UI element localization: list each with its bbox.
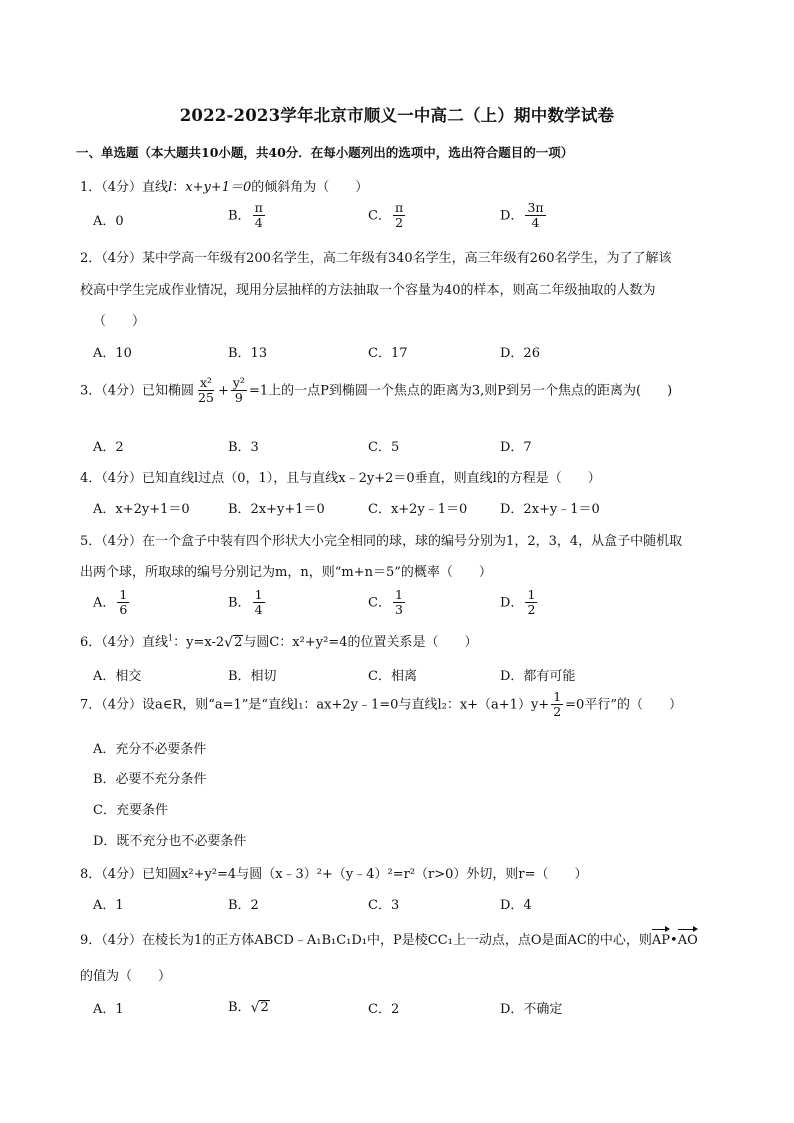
vector-ap: AP (652, 927, 670, 948)
question-7: 7．（4分）设a∈R，则“a=1”是“直线l₁：ax+2y﹣1=0与直线l₂：x+（a+1）y+ $\frac{1}{2}$ =0平行”的（ ） (80, 689, 682, 720)
fraction: $\frac{\pi}{2}$ (394, 200, 404, 231)
question-1: 1．（4分）直线l：x+y+1＝0的倾斜角为（ ） (80, 180, 369, 195)
q7-option-b[interactable]: B．必要不充分条件 (93, 772, 207, 787)
q6-option-c[interactable]: C．相离 (368, 669, 417, 684)
q6-option-b[interactable]: B．相切 (228, 669, 277, 684)
q7-option-d[interactable]: D．既不充分也不必要条件 (93, 834, 247, 849)
q4-option-c[interactable]: C．x+2y﹣1＝0 (368, 502, 468, 517)
q2-option-c[interactable]: C．17 (368, 346, 408, 361)
question-4: 4．（4分）已知直线l过点（0，1），且与直线x﹣2y+2＝0垂直，则直线l的方程是（ ） (80, 471, 601, 486)
q9-option-a[interactable]: A．1 (93, 1002, 124, 1017)
fraction: $\frac{1}{4}$ (254, 587, 263, 618)
question-8: 8．（4分）已知圆x²+y²=4与圆（x﹣3）²+（y﹣4）²=r²（r>0）外切，则r=（ ） (80, 867, 588, 882)
fraction: $\frac{\pi}{4}$ (254, 200, 263, 231)
question-9-line-1: 9．（4分）在棱长为1的正方体ABCD﹣A₁B₁C₁D₁中，P是棱CC₁上一动点，点O是面AC的中心，则AP•AO (80, 927, 698, 948)
q1-option-b[interactable]: B． $\frac{\pi}{4}$ (228, 200, 263, 231)
q9-option-d[interactable]: D．不确定 (500, 1002, 563, 1017)
q8-option-d[interactable]: D．4 (500, 898, 532, 913)
question-3: 3．（4分）已知椭圆 $\frac{\text{x²}}{25}$ + $\frac{\text{y²}}{9}$ =1上的一点P到椭圆一个焦点的距离为3,则P到另一个焦点的距离为( ) (80, 375, 673, 406)
fraction: $\frac{1}{6}$ (119, 587, 128, 618)
question-2-line-1: 2．（4分）某中学高一年级有200名学生，高二年级有340名学生，高三年级有260名学生，为了了解该 (80, 251, 672, 266)
question-6: 6．（4分）直线$^1$：y=x-2 √ 2 与圆C：x²+y²=4的位置关系是（ ） (80, 633, 478, 651)
q5-option-d[interactable]: D． $\frac{1}{2}$ (500, 587, 536, 618)
q7-option-a[interactable]: A．充分不必要条件 (93, 742, 207, 757)
q2-option-a[interactable]: A．10 (93, 346, 132, 361)
question-2-line-3: （ ） (93, 314, 146, 329)
q8-option-b[interactable]: B．2 (228, 898, 259, 913)
q4-option-d[interactable]: D．2x+y﹣1＝0 (500, 502, 600, 517)
q2-option-b[interactable]: B．13 (228, 346, 268, 361)
question-5-line-2: 出两个球，所取球的编号分别记为m，n，则“m+n＝5”的概率（ ） (80, 565, 492, 580)
fraction: $\frac{1}{2}$ (553, 689, 562, 720)
question-5-line-1: 5．（4分）在一个盒子中装有四个形状大小完全相同的球，球的编号分别为1，2，3，4，从盒子中随机取 (80, 534, 683, 549)
q5-option-c[interactable]: C． $\frac{1}{3}$ (368, 587, 403, 618)
square-root: √ 2 (224, 634, 243, 651)
q1-option-d[interactable]: D． $\frac{3\pi}{4}$ (500, 200, 544, 231)
q1-option-c[interactable]: C． $\frac{\pi}{2}$ (368, 200, 404, 231)
fraction: $\frac{3\pi}{4}$ (527, 200, 544, 231)
q4-option-b[interactable]: B．2x+y+1＝0 (228, 502, 325, 517)
q4-option-a[interactable]: A．x+2y+1＝0 (93, 502, 190, 517)
q5-option-b[interactable]: B． $\frac{1}{4}$ (228, 587, 263, 618)
q2-option-d[interactable]: D．26 (500, 346, 540, 361)
q9-option-c[interactable]: C．2 (368, 1002, 400, 1017)
q6-option-d[interactable]: D．都有可能 (500, 669, 576, 684)
q6-option-a[interactable]: A．相交 (93, 669, 142, 684)
vector-ao: AO (678, 927, 698, 948)
fraction: $\frac{\text{x²}}{25}$ (198, 375, 214, 406)
question-2-line-2: 校高中学生完成作业情况，现用分层抽样的方法抽取一个容量为40的样本，则高二年级抽取的人数为 (80, 283, 656, 298)
q3-option-a[interactable]: A．2 (93, 440, 124, 455)
q1-option-a[interactable]: A．0 (93, 214, 124, 229)
question-9-line-2: 的值为（ ） (80, 969, 172, 984)
section-heading: 一、单选题（本大题共10小题，共40分．在每小题列出的选项中，选出符合题目的一项） (76, 145, 574, 160)
q5-option-a[interactable]: A． $\frac{1}{6}$ (93, 587, 128, 618)
q9-option-b[interactable]: B． √ 2 (228, 999, 269, 1016)
fraction: $\frac{1}{2}$ (527, 587, 536, 618)
q3-option-b[interactable]: B．3 (228, 440, 259, 455)
fraction: $\frac{1}{3}$ (394, 587, 403, 618)
q8-option-a[interactable]: A．1 (93, 898, 124, 913)
q7-option-c[interactable]: C．充要条件 (93, 803, 168, 818)
fraction: $\frac{\text{y²}}{9}$ (232, 375, 245, 406)
q8-option-c[interactable]: C．3 (368, 898, 400, 913)
square-root: √ 2 (250, 999, 269, 1016)
q3-option-d[interactable]: D．7 (500, 440, 532, 455)
page-title: 2022-2023学年北京市顺义一中高二（上）期中数学试卷 (179, 106, 615, 125)
q3-option-c[interactable]: C．5 (368, 440, 400, 455)
